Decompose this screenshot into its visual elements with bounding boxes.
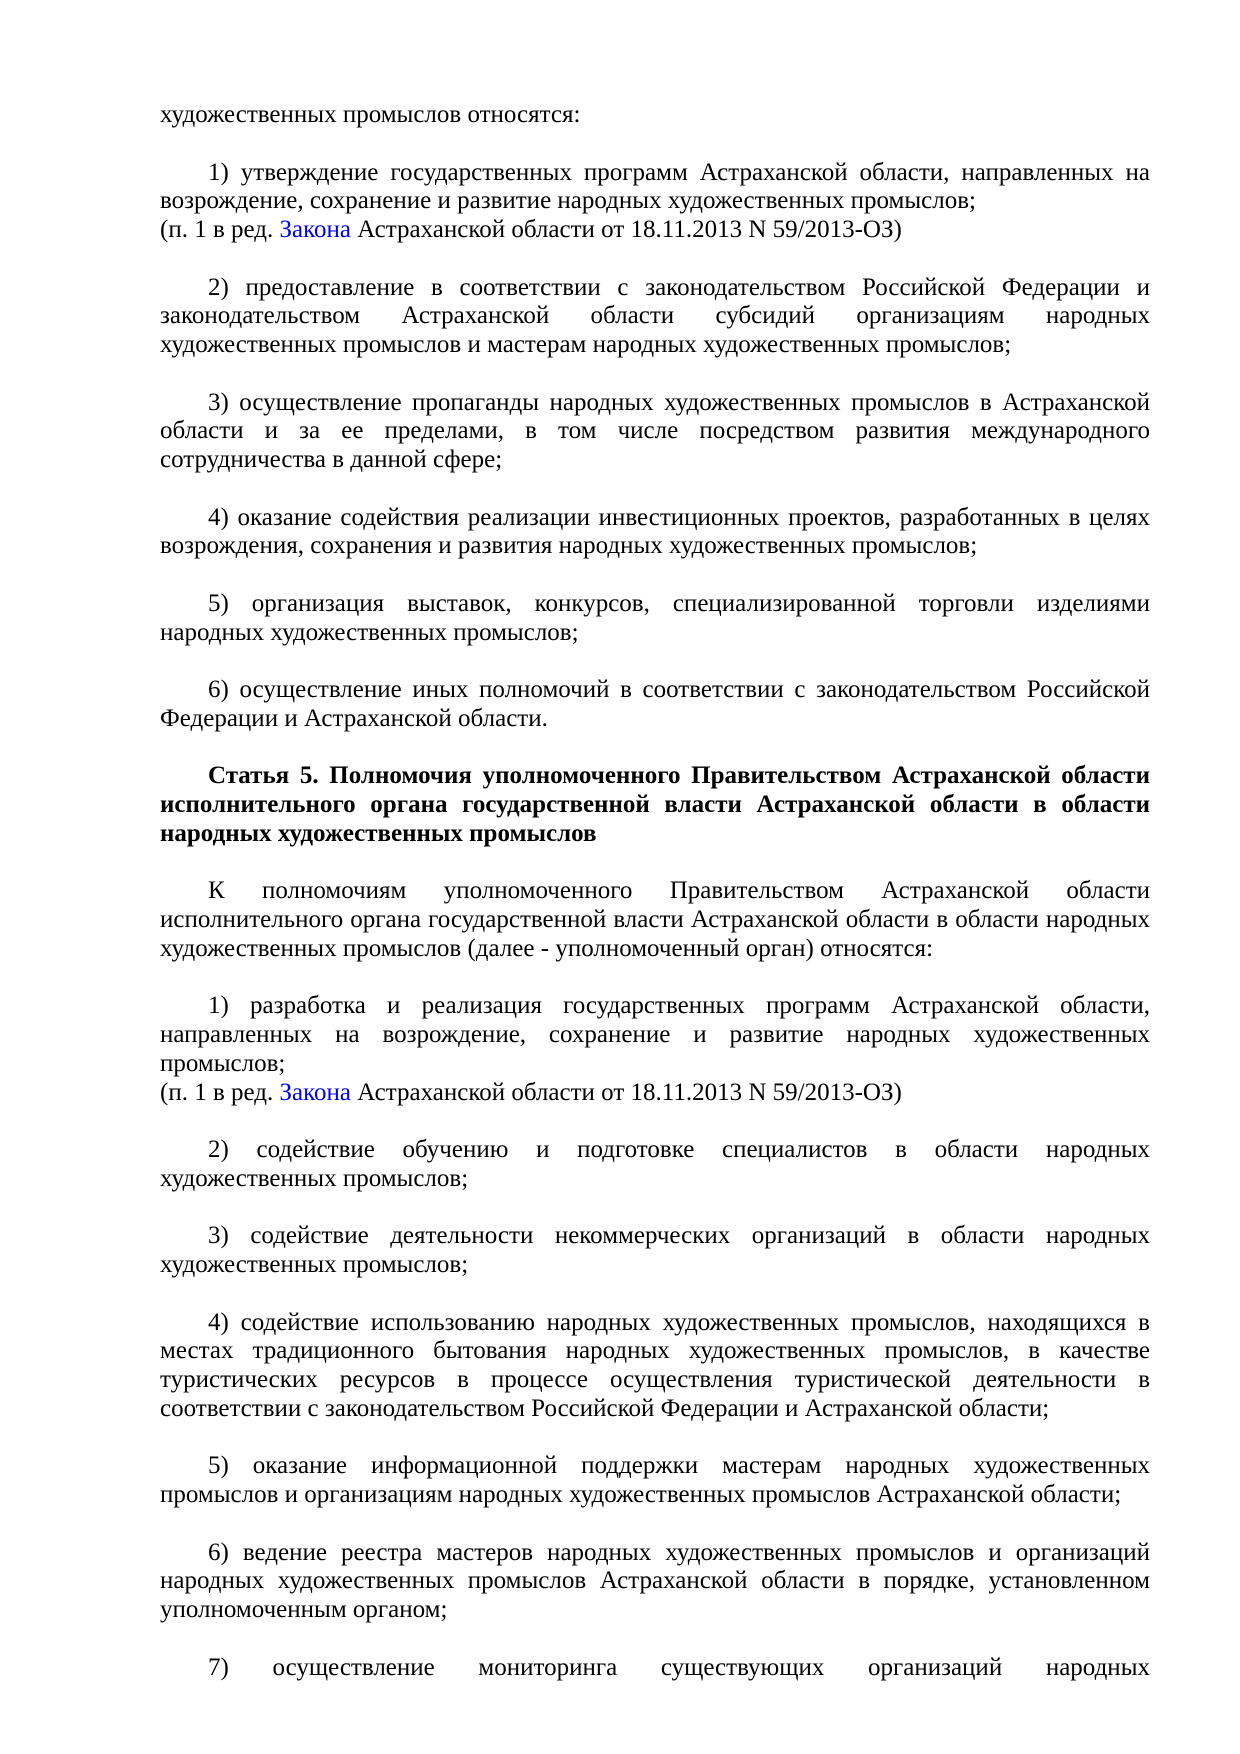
text-segment: 3) содействие деятельности некоммерческих организаций в области народных художественных промыслов; bbox=[160, 1222, 1150, 1278]
text-segment: 2) предоставление в соответствии с законодательством Российской Федерации и законодательством Астраханской области субсидий организациям народных художественных промыслов и мастерам народных художественных промыслов; bbox=[160, 273, 1150, 358]
text-segment: 4) содействие использованию народных художественных промыслов, находящихся в местах традиционного бытования народных художественных промыслов, в качестве туристических ресурсов в процессе осуществления туристической деятельности в соответствии с законодательством Российской Федерации и Астраханской области; bbox=[160, 1308, 1150, 1422]
item-5 bbox=[160, 590, 1150, 648]
article-5-item-5 bbox=[160, 1452, 1150, 1510]
article-5-heading bbox=[160, 762, 1150, 848]
article-5-item-2 bbox=[160, 1136, 1150, 1194]
text-segment: К полномочиям уполномоченного Правительством Астраханской области исполнительного органа государственной власти Астраханской области в области народных художественных промыслов (далее - уполномоченный орган) относятся: bbox=[160, 877, 1150, 962]
text-segment: (п. 1 в ред. bbox=[160, 216, 280, 243]
text-segment: 1) утверждение государственных программ Астраханской области, направленных на возрождение, сохранение и развитие народных художественных промыслов; bbox=[160, 158, 1150, 215]
text-segment: 2) содействие обучению и подготовке специалистов в области народных художественных промыслов; bbox=[160, 1136, 1150, 1192]
text-segment: художественных промыслов относятся: bbox=[160, 101, 581, 128]
article-5-item-1 bbox=[160, 992, 1150, 1078]
text-segment: 7) осуществление мониторинга существующих организаций народных bbox=[208, 1653, 1150, 1681]
text-segment: 6) осуществление иных полномочий в соответствии с законодательством Российской Федерации и Астраханской области. bbox=[160, 676, 1150, 732]
article-5-item-6 bbox=[160, 1539, 1150, 1625]
zakona-link[interactable]: Закона bbox=[279, 1078, 351, 1106]
item-1-amendment-note bbox=[160, 216, 1150, 245]
article-5-item-1-amendment-note bbox=[160, 1079, 1150, 1108]
item-3 bbox=[160, 389, 1150, 475]
item-2 bbox=[160, 274, 1150, 360]
article-5-item-3 bbox=[160, 1222, 1150, 1280]
item-4 bbox=[160, 504, 1150, 562]
text-segment: 5) оказание информационной поддержки мастерам народных художественных промыслов и организациям народных художественных промыслов Астраханской области; bbox=[160, 1452, 1150, 1508]
text-segment: (п. 1 в ред. bbox=[160, 1078, 280, 1106]
article-5-item-4 bbox=[160, 1309, 1150, 1424]
article-5-item-7 bbox=[160, 1654, 1150, 1683]
text-segment: 6) ведение реестра мастеров народных художественных промыслов и организаций народных художественных промыслов Астраханской области в порядке, установленном уполномоченным органом; bbox=[160, 1538, 1150, 1623]
zakona-link[interactable]: Закона bbox=[279, 216, 351, 243]
text-segment: 1) разработка и реализация государственных программ Астраханской области, направленных на возрождение, сохранение и развитие народных художественных промыслов; bbox=[160, 992, 1150, 1077]
text-segment: Астраханской области от 18.11.2013 N 59/2013-ОЗ) bbox=[350, 216, 902, 243]
article-5-intro bbox=[160, 877, 1150, 963]
text-segment: Астраханской области от 18.11.2013 N 59/2013-ОЗ) bbox=[350, 1078, 902, 1106]
text-segment: 4) оказание содействия реализации инвестиционных проектов, разработанных в целях возрождения, сохранения и развития народных художественных промыслов; bbox=[160, 503, 1150, 560]
item-1 bbox=[160, 159, 1150, 217]
continuation-line bbox=[160, 101, 1150, 130]
text-segment: 3) осуществление пропаганды народных художественных промыслов в Астраханской области и за ее пределами, в том числе посредством развития международного сотрудничества в данной сфере; bbox=[160, 388, 1150, 473]
text-segment: 5) организация выставок, конкурсов, специализированной торговли изделиями народных художественных промыслов; bbox=[160, 589, 1150, 646]
item-6 bbox=[160, 676, 1150, 734]
text-segment: Статья 5. Полномочия уполномоченного Правительством Астраханской области исполнительного органа государственной власти Астраханской области в области народных художественных промыслов bbox=[160, 762, 1150, 847]
